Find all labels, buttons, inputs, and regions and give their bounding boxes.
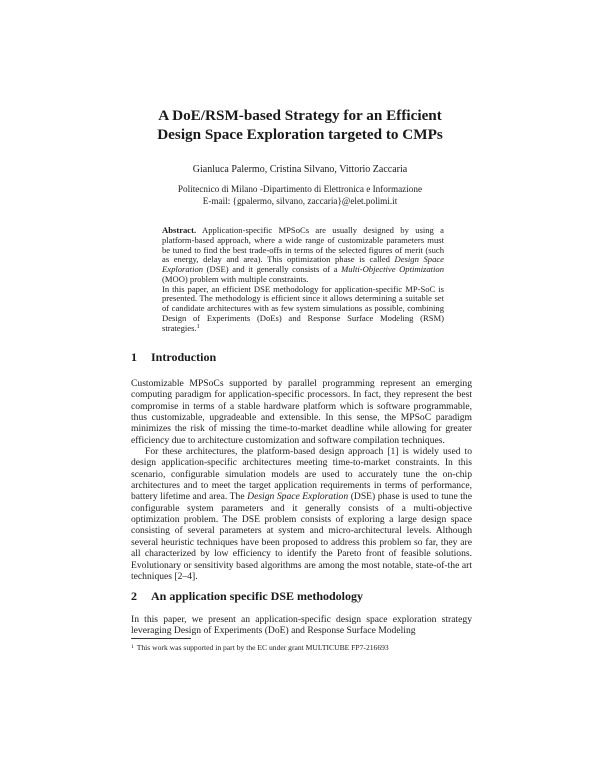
footnote-text: This work was supported in part by the EC under grant MULTICUBE FP7-216693 xyxy=(136,643,389,652)
abstract-paragraph-2 xyxy=(162,285,444,334)
body-emphasis: Design Space Exploration xyxy=(247,491,349,503)
body-text: (DSE) phase is used to tune the configurable system parameters and it generally consists of a multi-objective optimization problem. The DSE problem consists of exploring a large design space consisting of several parameters at system and micro-architectural levels. Although several heuristic techniques have been proposed to address this problem so far, they are all characterized by low efficiency to identify the Pareto front of feasible solutions. Evolutionary or sensitivity based algorithms are among the most notable, state-of-the art techniques [2–4]. xyxy=(131,491,472,582)
paper-title xyxy=(90,106,510,144)
institution: Politecnico di Milano -Dipartimento di Elettronica e Informazione xyxy=(177,184,423,194)
dse-paragraph-1: In this paper, we present an application-specific design space exploration strategy leveraging Design of Experiments (DoE) and Response Surface Modeling xyxy=(131,614,472,637)
section-number: 2 xyxy=(131,589,137,603)
abstract-paragraph-1 xyxy=(162,226,444,285)
abstract-label: Abstract. xyxy=(162,225,197,235)
abstract-text: Application-specific MPSoCs are usually designed by using a platform-based approach, where a wide range of customizable parameters must be tuned to find the best trade-offs in terms of the selected figures of merit (such as energy, delay and area). This optimization phase is called xyxy=(162,225,444,265)
abstract xyxy=(162,226,444,333)
dse-section-body xyxy=(131,614,472,637)
abstract-text: (MOO) problem with multiple constraints. xyxy=(162,273,309,284)
footnote-marker: 1 xyxy=(196,323,200,330)
abstract-text: (DSE) and it generally consists of a xyxy=(203,264,342,274)
abstract-text: In this paper, an efficient DSE methodology for application-specific MP-SoC is presented. The methodology is efficient since it allows determining a suitable set of candidate architectures with as few system simulations as possible, combining Design of Experiments (DoEs) and Response Surface Modeling (RSM) strategies. xyxy=(162,283,444,333)
section-title: An application specific DSE methodology xyxy=(151,589,364,603)
introduction-body xyxy=(131,378,472,582)
body-text: For these architectures, the platform-based design approach [1] is widely used to design application-specific architectures meeting time-to-market constraints. In this scenario, configurable simulation models are used to accurately tune the on-chip architectures and to meet the target application requirements in terms of performance, battery lifetime and area. The xyxy=(131,446,472,503)
email: E-mail: {gpalermo, silvano, zaccaria}@elet.polimi.it xyxy=(202,195,398,206)
footnote-number: 1 xyxy=(131,644,134,650)
abstract-emphasis: Multi-Objective Optimization xyxy=(341,264,444,274)
section-number: 1 xyxy=(131,350,137,364)
intro-paragraph-2 xyxy=(131,446,472,582)
title-line-1: A DoE/RSM-based Strategy for an Efficient xyxy=(158,107,442,124)
footnote xyxy=(131,643,389,652)
footnote-rule xyxy=(131,638,191,639)
affiliation xyxy=(80,184,520,207)
author-list: Gianluca Palermo, Cristina Silvano, Vittorio Zaccaria xyxy=(192,164,408,175)
intro-paragraph-1: Customizable MPSoCs supported by parallel programming represent an emerging computing paradigm for application-specific processors. In fact, they represent the best compromise in terms of a stable hardware platform which is software programmable, thus customizable, upgradeable and extensible. In this sense, the MPSoC paradigm minimizes the risk of missing the time-to-market deadline while allowing for greater efficiency due to architecture customization and software compilation techniques. xyxy=(131,378,472,446)
section-heading-introduction xyxy=(131,350,216,365)
abstract-emphasis: Design Space Exploration xyxy=(162,254,444,274)
section-heading-dse-methodology xyxy=(131,589,363,604)
title-line-2: Design Space Exploration targeted to CMPs xyxy=(157,126,443,143)
section-title: Introduction xyxy=(151,350,217,364)
